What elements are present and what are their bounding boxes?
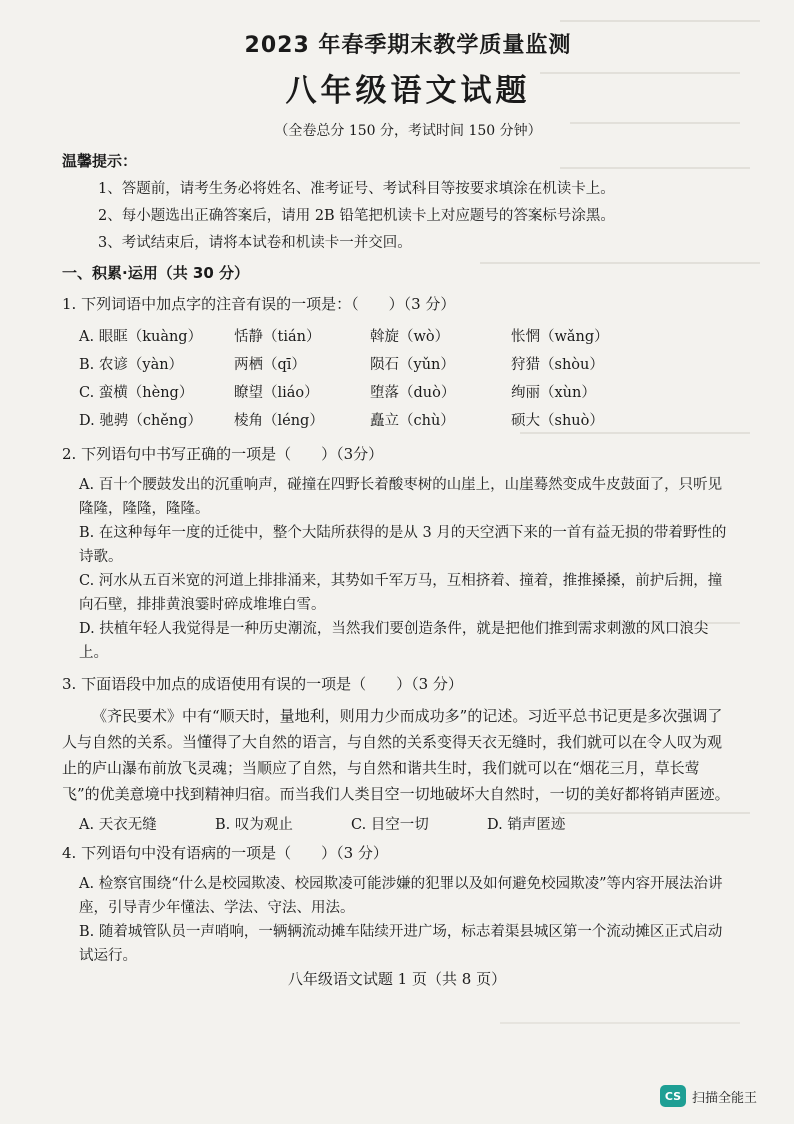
question-2-option-b: B. 在这种每年一度的迁徙中，整个大陆所获得的是从 3 月的天空洒下来的一首有益无损的带着野性的诗歌。 bbox=[79, 525, 727, 565]
question-3-stem: 3. 下面语段中加点的成语使用有误的一项是（ ）（3 分） bbox=[62, 675, 463, 693]
exam-title-line1: 2023 年春季期末教学质量监测 bbox=[244, 33, 572, 58]
option-c-word3: 堕落（duò） bbox=[370, 385, 456, 401]
question-3-choice-d: D. 销声匿迹 bbox=[487, 817, 566, 833]
question-3-choice-c: C. 目空一切 bbox=[351, 817, 429, 833]
scanner-app-name: 扫描全能王 bbox=[692, 1090, 758, 1106]
tips-title: 温馨提示： bbox=[62, 152, 138, 170]
page-footer: 八年级语文试题 1 页（共 8 页） bbox=[287, 970, 507, 988]
question-3-choice-b: B. 叹为观止 bbox=[215, 817, 293, 833]
question-1-options bbox=[79, 323, 732, 435]
question-3-choices bbox=[79, 813, 732, 834]
option-b-word1: B. 农谚（yàn） bbox=[79, 357, 184, 373]
bleed-through-marks bbox=[560, 8, 760, 22]
exam-score-note: （全卷总分 150 分，考试时间 150 分钟） bbox=[274, 123, 542, 139]
tip-item: 3、考试结束后，请将本试卷和机读卡一并交回。 bbox=[98, 235, 412, 251]
question-3-passage: 《齐民要术》中有“顺天时，量地利，则用力少而成功多”的记述。习近平总书记更是多次强调了人与自然的关系。当懂得了大自然的语言，与自然的关系变得天衣无缝时，我们就可以在令人叹为观止的庐山瀑布前放飞灵魂；当顺应了自然，与自然和谐共生时，我们就可以在“烟花三月，草长莺飞”的优美意境中找到精神归宿。而当我们人类目空一切地破坏大自然时，一切的美好都将销声匿迹。 bbox=[62, 707, 730, 803]
question-4-stem: 4. 下列语句中没有语病的一项是（ ）（3 分） bbox=[62, 844, 388, 862]
option-d-word4: 硕大（shuò） bbox=[511, 413, 604, 429]
question-3-choice-a: A. 天衣无缝 bbox=[79, 817, 157, 833]
scanner-watermark bbox=[660, 1085, 757, 1107]
option-c-word2: 瞭望（liáo） bbox=[234, 385, 319, 401]
option-b-word2: 两栖（qī） bbox=[234, 357, 306, 373]
option-d-word3: 矗立（chù） bbox=[370, 413, 455, 429]
question-2-option-d: D. 扶植年轻人我觉得是一种历史潮流，当然我们要创造条件，就是把他们推到需求刺激的风口浪尖上。 bbox=[79, 621, 709, 661]
option-c-word4: 绚丽（xùn） bbox=[511, 385, 596, 401]
option-d-word1: D. 驰骋（chěng） bbox=[79, 413, 202, 429]
question-2-stem: 2. 下列语句中书写正确的一项是（ ）（3分） bbox=[62, 445, 384, 463]
tip-item: 2、每小题选出正确答案后，请用 2B 铅笔把机读卡上对应题号的答案标号涂黑。 bbox=[98, 208, 615, 224]
option-b-word4: 狩猎（shòu） bbox=[511, 357, 604, 373]
option-b-word3: 陨石（yǔn） bbox=[370, 357, 455, 373]
option-a-word2: 恬静（tián） bbox=[234, 329, 321, 345]
question-4-option-b: B. 随着城管队员一声哨响，一辆辆流动摊车陆续开进广场，标志着渠县城区第一个流动摊区正式启动试运行。 bbox=[79, 924, 723, 964]
question-1-stem: 1. 下列词语中加点字的注音有误的一项是：（ ）（3 分） bbox=[62, 295, 456, 313]
question-2-option-c: C. 河水从五百米宽的河道上排排涌来，其势如千军万马，互相挤着、撞着，推推搡搡，前护后拥，撞向石壁，排排黄浪霎时碎成堆堆白雪。 bbox=[79, 573, 723, 613]
exam-title-line2: 八年级语文试题 bbox=[285, 73, 531, 109]
section-heading: 一、积累·运用（共 30 分） bbox=[62, 264, 250, 282]
camscanner-logo-icon: CS bbox=[660, 1085, 686, 1107]
question-4-option-a: A. 检察官围绕“什么是校园欺凌、校园欺凌可能涉嫌的犯罪以及如何避免校园欺凌”等内容开展法治讲座，引导青少年懂法、学法、守法、用法。 bbox=[79, 876, 723, 916]
tip-item: 1、答题前，请考生务必将姓名、准考证号、考试科目等按要求填涂在机读卡上。 bbox=[98, 181, 615, 197]
option-c-word1: C. 蛮横（hèng） bbox=[79, 385, 194, 401]
option-d-word2: 棱角（léng） bbox=[234, 413, 324, 429]
option-a-word1: A. 眼眶（kuàng） bbox=[79, 329, 203, 345]
question-2-option-a: A. 百十个腰鼓发出的沉重响声，碰撞在四野长着酸枣树的山崖上，山崖蓦然变成牛皮鼓面了，只听见隆隆，隆隆，隆隆。 bbox=[79, 477, 723, 517]
option-a-word4: 怅惘（wǎng） bbox=[511, 329, 609, 345]
option-a-word3: 斡旋（wò） bbox=[370, 329, 450, 345]
exam-content bbox=[62, 28, 732, 968]
